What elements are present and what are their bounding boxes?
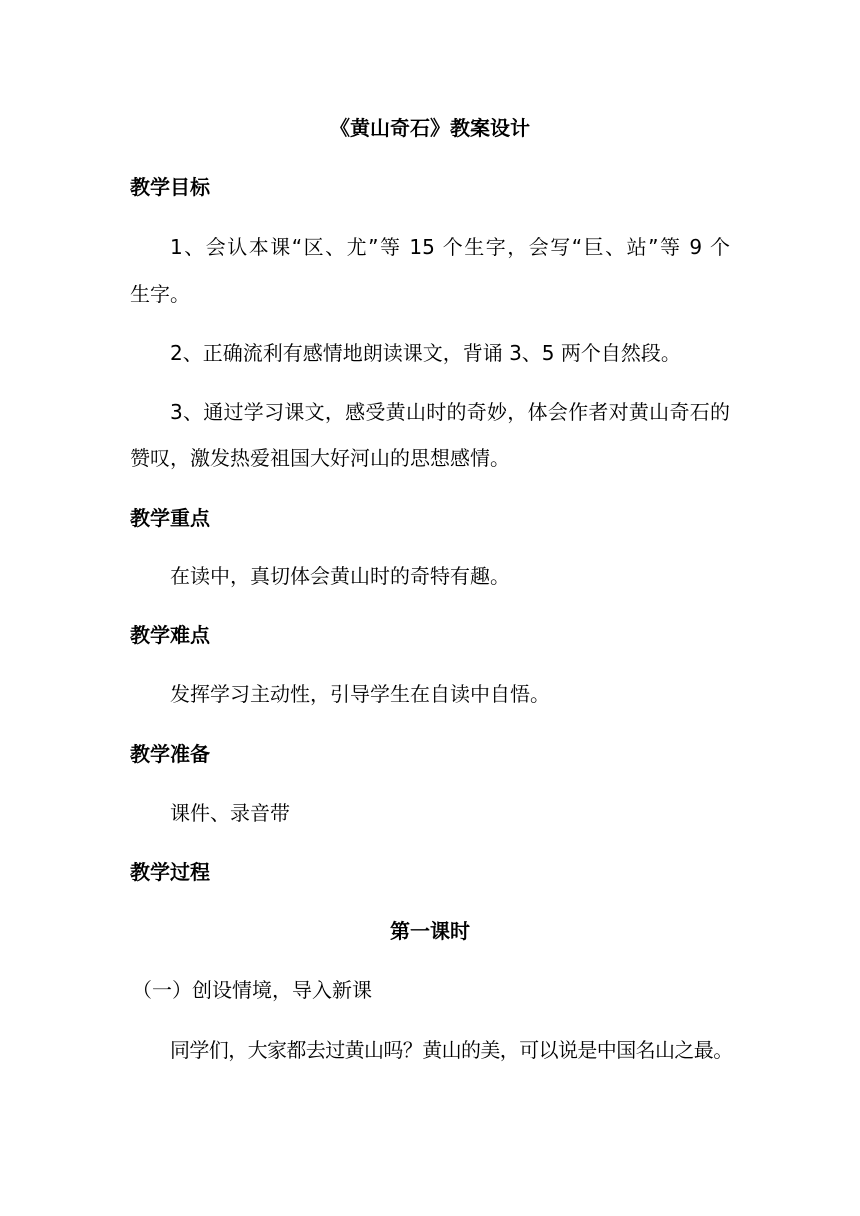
step-1-heading: （一）创设情境，导入新课	[132, 978, 372, 1002]
key-points-heading: 教学重点	[130, 506, 210, 530]
preparation-text: 课件、录音带	[170, 801, 290, 825]
goal-1-paragraph	[130, 233, 730, 261]
difficulty-text: 发挥学习主动性，引导学生在自读中自悟。	[170, 682, 550, 706]
process-heading: 教学过程	[130, 860, 210, 884]
document-title: 《黄山奇石》教案设计	[330, 116, 530, 140]
step-1-text: 同学们，大家都去过黄山吗？黄山的美，可以说是中国名山之最。	[170, 1038, 733, 1062]
goal-2-paragraph: 2、正确流利有感情地朗读课文，背诵 3、5 两个自然段。	[170, 341, 681, 365]
goal-3-line-2: 赞叹，激发热爱祖国大好河山的思想感情。	[130, 446, 510, 470]
lesson-1-title: 第一课时	[390, 919, 470, 943]
goal-1-line-1: 1、会认本课“区、尤”等 15 个生字，会写“巨、站”等 9 个	[170, 235, 730, 259]
key-points-text: 在读中，真切体会黄山时的奇特有趣。	[170, 564, 510, 588]
goal-3-line-1: 3、通过学习课文，感受黄山时的奇妙，体会作者对黄山奇石的	[170, 400, 730, 424]
difficulty-heading: 教学难点	[130, 623, 210, 647]
goal-3-paragraph	[130, 398, 730, 426]
goals-heading: 教学目标	[130, 175, 210, 199]
goal-1-line-2: 生字。	[130, 282, 190, 306]
preparation-heading: 教学准备	[130, 742, 210, 766]
